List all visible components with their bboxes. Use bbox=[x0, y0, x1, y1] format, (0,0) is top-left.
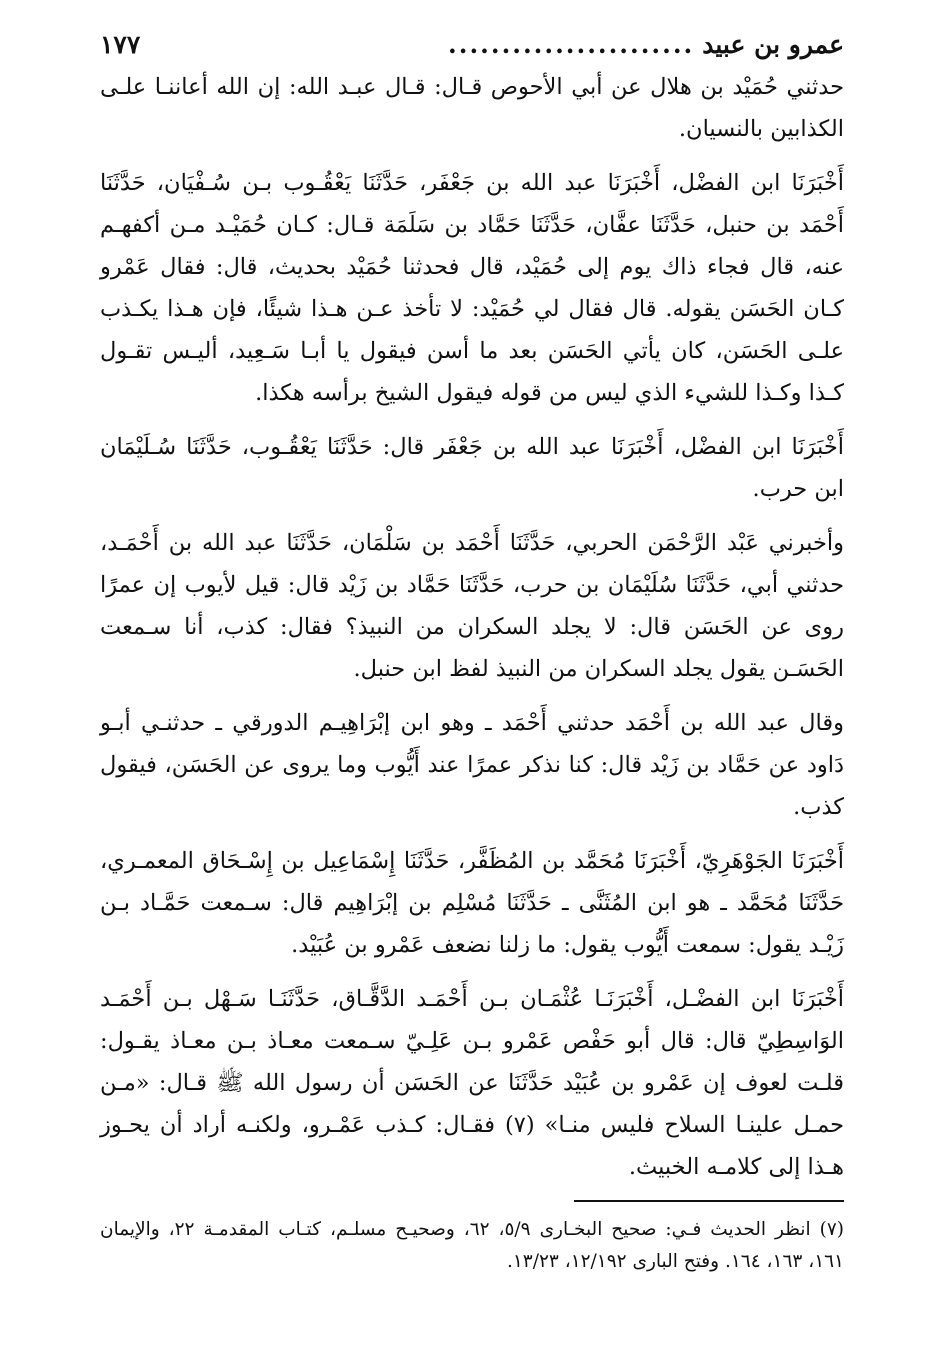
page-header bbox=[100, 28, 844, 66]
paragraph: أَخْبَرَنَا ابن الفضْـل، أَخْبَرَنَـا عُثْمَـان بـن أَحْمَـد الدَّقَّـاق، حَدَّثَنَـا سَـهْل بـن أَحْمَـد الوَاسِطِيّ قال: قال أبو حَفْص عَمْرو بـن عَلِـيّ سـمعت معـاذ بـن معـاذ يقـول: قلـت لعوف إن عَمْرو بن عُبَيْد حَدَّثَنَا عن الحَسَن أن رسول الله ﷺ قـال: «مـن حمـل علينـا السلاح فليس منـا» (٧) فقـال: كـذب عَمْـرو، ولكنـه أراد أن يحـوز هـذا إلى كلامـه الخبيث. bbox=[100, 986, 844, 1180]
book-page bbox=[100, 28, 844, 1278]
running-title: عمرو بن عبيد bbox=[702, 30, 844, 59]
paragraph: أَخْبَرَنَا الجَوْهَرِيّ، أَخْبَرَنَا مُحَمَّد بن المُظَفَّر، حَدَّثَنَا إِسْمَاعِيل بن إِسْـحَاق المعمـري، حَدَّثَنَا مُحَمَّد ـ هو ابن المُثَنَّى ـ حَدَّثَنَا مُسْلِم بن إبْرَاهِيم قال: سـمعت حَمَّـاد بـن زَيْـد يقول: سمعت أَيُّوب يقول: ما زلنا نضعف عَمْرو بن عُبَيْد. bbox=[100, 848, 844, 958]
footnote-separator bbox=[574, 1200, 844, 1202]
body-text bbox=[100, 66, 844, 1188]
paragraph: أَخْبَرَنَا ابن الفضْل، أَخْبَرَنَا عبد الله بن جَعْفَر، حَدَّثَنَا يَعْقُـوب بـن سُـفْيَان، حَدَّثَنَا أَحْمَد بن حنبل، حَدَّثَنَا عفَّان، حَدَّثَنَا حَمَّاد بن سَلَمَة قـال: كـان حُمَيْـد مـن أكفهـم عنه، قال فجاء ذاك يوم إلى حُمَيْد، قال فحدثنا حُمَيْد بحديث، قال: فقال عَمْرو كـان الحَسَن يقوله. قال فقال لي حُمَيْد: لا تأخذ عـن هـذا شيئًا، فإن هـذا يكـذب علـى الحَسَن، كان يأتي الحَسَن بعد ما أسن فيقول يا أبـا سَـعِيد، أليـس تقـول كـذا وكـذا للشيء الذي ليس من قوله فيقول الشيخ برأسه هكذا. bbox=[100, 170, 844, 406]
page-number: ١٧٧ bbox=[100, 30, 141, 59]
footnote bbox=[100, 1214, 844, 1278]
paragraph: حدثني حُمَيْد بن هلال عن أبي الأحوص قـال: قـال عبـد الله: إن الله أعاننـا علـى الكذابين بالنسيان. bbox=[100, 74, 844, 142]
leader-dots: ....................... bbox=[448, 30, 695, 59]
paragraph: أَخْبَرَنَا ابن الفضْل، أَخْبَرَنَا عبد الله بن جَعْفَر قال: حَدَّثَنَا يَعْقُـوب، حَدَّثَنَا سُـلَيْمَان ابن حرب. bbox=[100, 434, 844, 502]
paragraph: وأخبرني عَبْد الرَّحْمَن الحربي، حَدَّثَنَا أَحْمَد بن سَلْمَان، حَدَّثَنَا عبد الله بن أَحْمَـد، حدثني أبي، حَدَّثَنَا سُلَيْمَان بن حرب، حَدَّثَنَا حَمَّاد بن زَيْد قال: قيل لأيوب إن عمرًا روى عن الحَسَن قال: لا يجلد السكران من النبيذ؟ فقال: كذب، أنا سـمعت الحَسَـن يقول يجلد السكران من النبيذ لفظ ابن حنبل. bbox=[100, 530, 844, 682]
footnote-text: (٧) انظر الحديث فـي: صحيح البخـارى ٥/٩، ٦٢، وصحيـح مسلـم، كتـاب المقدمـة ٢٢، والإيمان ١٦١، ١٦٣، ١٦٤. وفتح البارى ١٢/١٩٢، ١٣/٢٣. bbox=[100, 1219, 845, 1272]
paragraph: وقال عبد الله بن أَحْمَد حدثني أَحْمَد ـ وهو ابن إبْرَاهِيـم الدورقي ـ حدثنـي أبـو دَاود عن حَمَّاد بن زَيْد قال: كنا نذكر عمرًا عند أَيُّوب وما يروى عن الحَسَن، فيقول كذب. bbox=[100, 710, 844, 820]
